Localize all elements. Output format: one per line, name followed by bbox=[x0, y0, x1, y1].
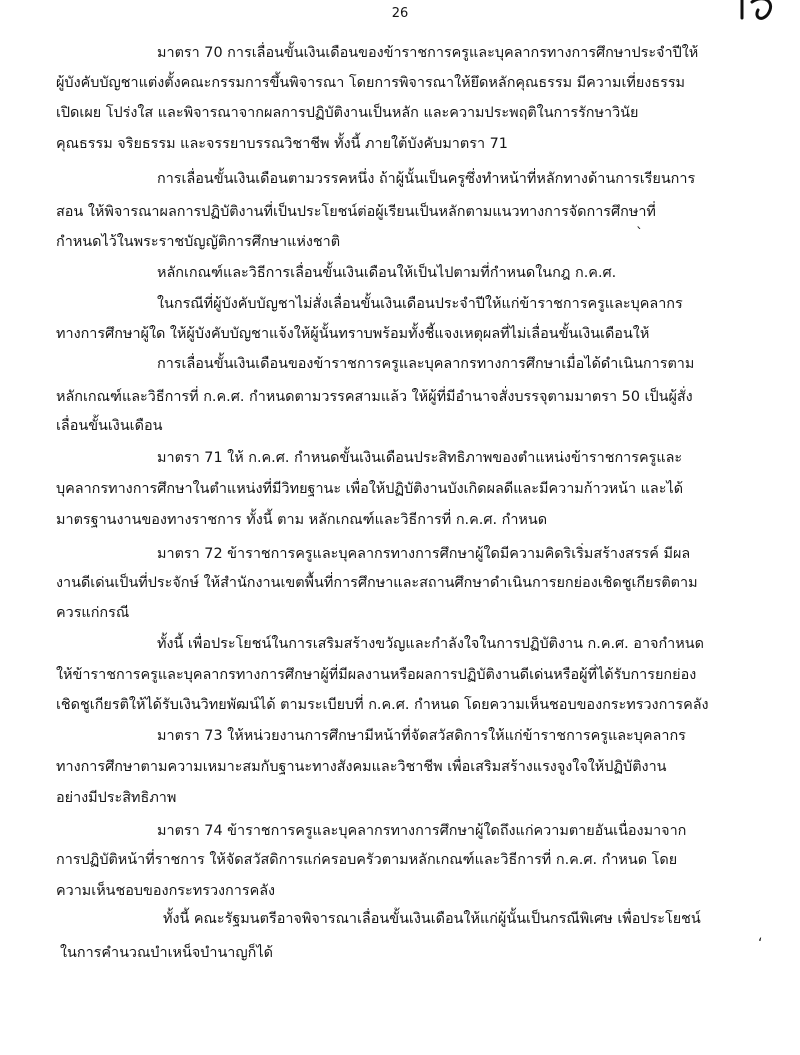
paragraph-line: ให้ข้าราชการครูและบุคลากรทางการศึกษาผู้ที่มีผลงานหรือผลการปฏิบัติงานดีเด่นหรือผู้ที่ได้รับการยกย่อง bbox=[56, 667, 697, 683]
paragraph-line: กำหนดไว้ในพระราชบัญญัติการศึกษาแห่งชาติ bbox=[56, 234, 341, 250]
paragraph-line: ความเห็นชอบของกระทรวงการคลัง bbox=[56, 883, 276, 899]
paragraph-line: เชิดชูเกียรติให้ได้รับเงินวิทยพัฒน์ได้ ตามระเบียบที่ ก.ค.ศ. กำหนด โดยความเห็นชอบของกระทรวงการคลัง bbox=[56, 697, 709, 713]
paragraph-line: ควรแก่กรณี bbox=[56, 605, 130, 621]
paragraph-line: ผู้บังคับบัญชาแต่งตั้งคณะกรรมการขึ้นพิจารณา โดยการพิจารณาให้ยึดหลักคุณธรรม มีความเที่ยงธรรม bbox=[56, 75, 686, 91]
paragraph-line: เลื่อนขั้นเงินเดือน bbox=[56, 418, 163, 434]
paragraph-line: หลักเกณฑ์และวิธีการที่ ก.ค.ศ. กำหนดตามวรรคสามแล้ว ให้ผู้ที่มีอำนาจสั่งบรรจุตามมาตรา 50 เป็นผู้สั่ง bbox=[56, 389, 693, 405]
paragraph-line: มาตรา 73 ให้หน่วยงานการศึกษามีหน้าที่จัดสวัสดิการให้แก่ข้าราชการครูและบุคลากร bbox=[157, 728, 686, 744]
paragraph-line: มาตรฐานงานของทางราชการ ทั้งนี้ ตาม หลักเกณฑ์และวิธีการที่ ก.ค.ศ. กำหนด bbox=[56, 512, 548, 528]
paragraph-line: การเลื่อนขั้นเงินเดือนตามวรรคหนึ่ง ถ้าผู้นั้นเป็นครูซึ่งทำหน้าที่หลักทางด้านการเรียนการ bbox=[157, 171, 696, 187]
paragraph-line: งานดีเด่นเป็นที่ประจักษ์ ให้สำนักงานเขตพื้นที่การศึกษาและสถานศึกษาดำเนินการยกย่องเชิดชูเกียรติตาม bbox=[56, 575, 698, 591]
paragraph-line: เปิดเผย โปร่งใส และพิจารณาจากผลการปฏิบัติงานเป็นหลัก และความประพฤติในการรักษาวินัย bbox=[56, 105, 639, 121]
paragraph-line: ทางการศึกษาผู้ใด ให้ผู้บังคับบัญชาแจ้งให้ผู้นั้นทราบพร้อมทั้งชี้แจงเหตุผลที่ไม่เลื่อนขั้นเงินเดือนให้ bbox=[56, 326, 650, 342]
paragraph-line: ในการคำนวณบำเหน็จบำนาญก็ได้ bbox=[60, 945, 273, 961]
paragraph-line: การเลื่อนขั้นเงินเดือนของข้าราชการครูและบุคลากรทางการศึกษาเมื่อได้ดำเนินการตาม bbox=[157, 356, 695, 372]
paragraph-line: ในกรณีที่ผู้บังคับบัญชาไม่สั่งเลื่อนขั้นเงินเดือนประจำปีให้แก่ข้าราชการครูและบุคลากร bbox=[157, 296, 683, 312]
stray-comma-mark-icon: ‘ bbox=[758, 936, 763, 952]
handwritten-mark-icon bbox=[734, 0, 782, 28]
paragraph-line: ทั้งนี้ เพื่อประโยชน์ในการเสริมสร้างขวัญและกำลังใจในการปฏิบัติงาน ก.ค.ศ. อาจกำหนด bbox=[157, 636, 704, 652]
paragraph-line: หลักเกณฑ์และวิธีการเลื่อนขั้นเงินเดือนให้เป็นไปตามที่กำหนดในกฎ ก.ค.ศ. bbox=[157, 265, 617, 281]
paragraph-line: มาตรา 70 การเลื่อนขั้นเงินเดือนของข้าราชการครูและบุคลากรทางการศึกษาประจำปีให้ bbox=[157, 45, 699, 61]
stray-tick-mark-icon: ˋ bbox=[636, 226, 643, 242]
page-number: 26 bbox=[391, 6, 409, 21]
paragraph-line: มาตรา 71 ให้ ก.ค.ศ. กำหนดขั้นเงินเดือนประสิทธิภาพของตำแหน่งข้าราชการครูและ bbox=[157, 450, 683, 466]
paragraph-line: คุณธรรม จริยธรรม และจรรยาบรรณวิชาชีพ ทั้งนี้ ภายใต้บังคับมาตรา 71 bbox=[56, 136, 508, 152]
paragraph-line: มาตรา 74 ข้าราชการครูและบุคลากรทางการศึกษาผู้ใดถึงแก่ความตายอันเนื่องมาจาก bbox=[157, 823, 687, 839]
paragraph-line: ทางการศึกษาตามความเหมาะสมกับฐานะทางสังคมและวิชาชีพ เพื่อเสริมสร้างแรงจูงใจให้ปฏิบัติงาน bbox=[56, 759, 667, 775]
paragraph-line: บุคลากรทางการศึกษาในตำแหน่งที่มีวิทยฐานะ เพื่อให้ปฏิบัติงานบังเกิดผลดีและมีความก้าวหน้า และได้ bbox=[56, 481, 684, 497]
paragraph-line: ทั้งนี้ คณะรัฐมนตรีอาจพิจารณาเลื่อนขั้นเงินเดือนให้แก่ผู้นั้นเป็นกรณีพิเศษ เพื่อประโยชน์ bbox=[163, 911, 701, 927]
paragraph-line: การปฏิบัติหน้าที่ราชการ ให้จัดสวัสดิการแก่ครอบครัวตามหลักเกณฑ์และวิธีการที่ ก.ค.ศ. กำหนด โดย bbox=[56, 852, 678, 868]
paragraph-line: อย่างมีประสิทธิภาพ bbox=[56, 790, 177, 806]
paragraph-line: สอน ให้พิจารณาผลการปฏิบัติงานที่เป็นประโยชน์ต่อผู้เรียนเป็นหลักตามแนวทางการจัดการศึกษาที่ bbox=[56, 204, 656, 220]
paragraph-line: มาตรา 72 ข้าราชการครูและบุคลากรทางการศึกษาผู้ใดมีความคิดริเริ่มสร้างสรรค์ มีผล bbox=[157, 546, 691, 562]
